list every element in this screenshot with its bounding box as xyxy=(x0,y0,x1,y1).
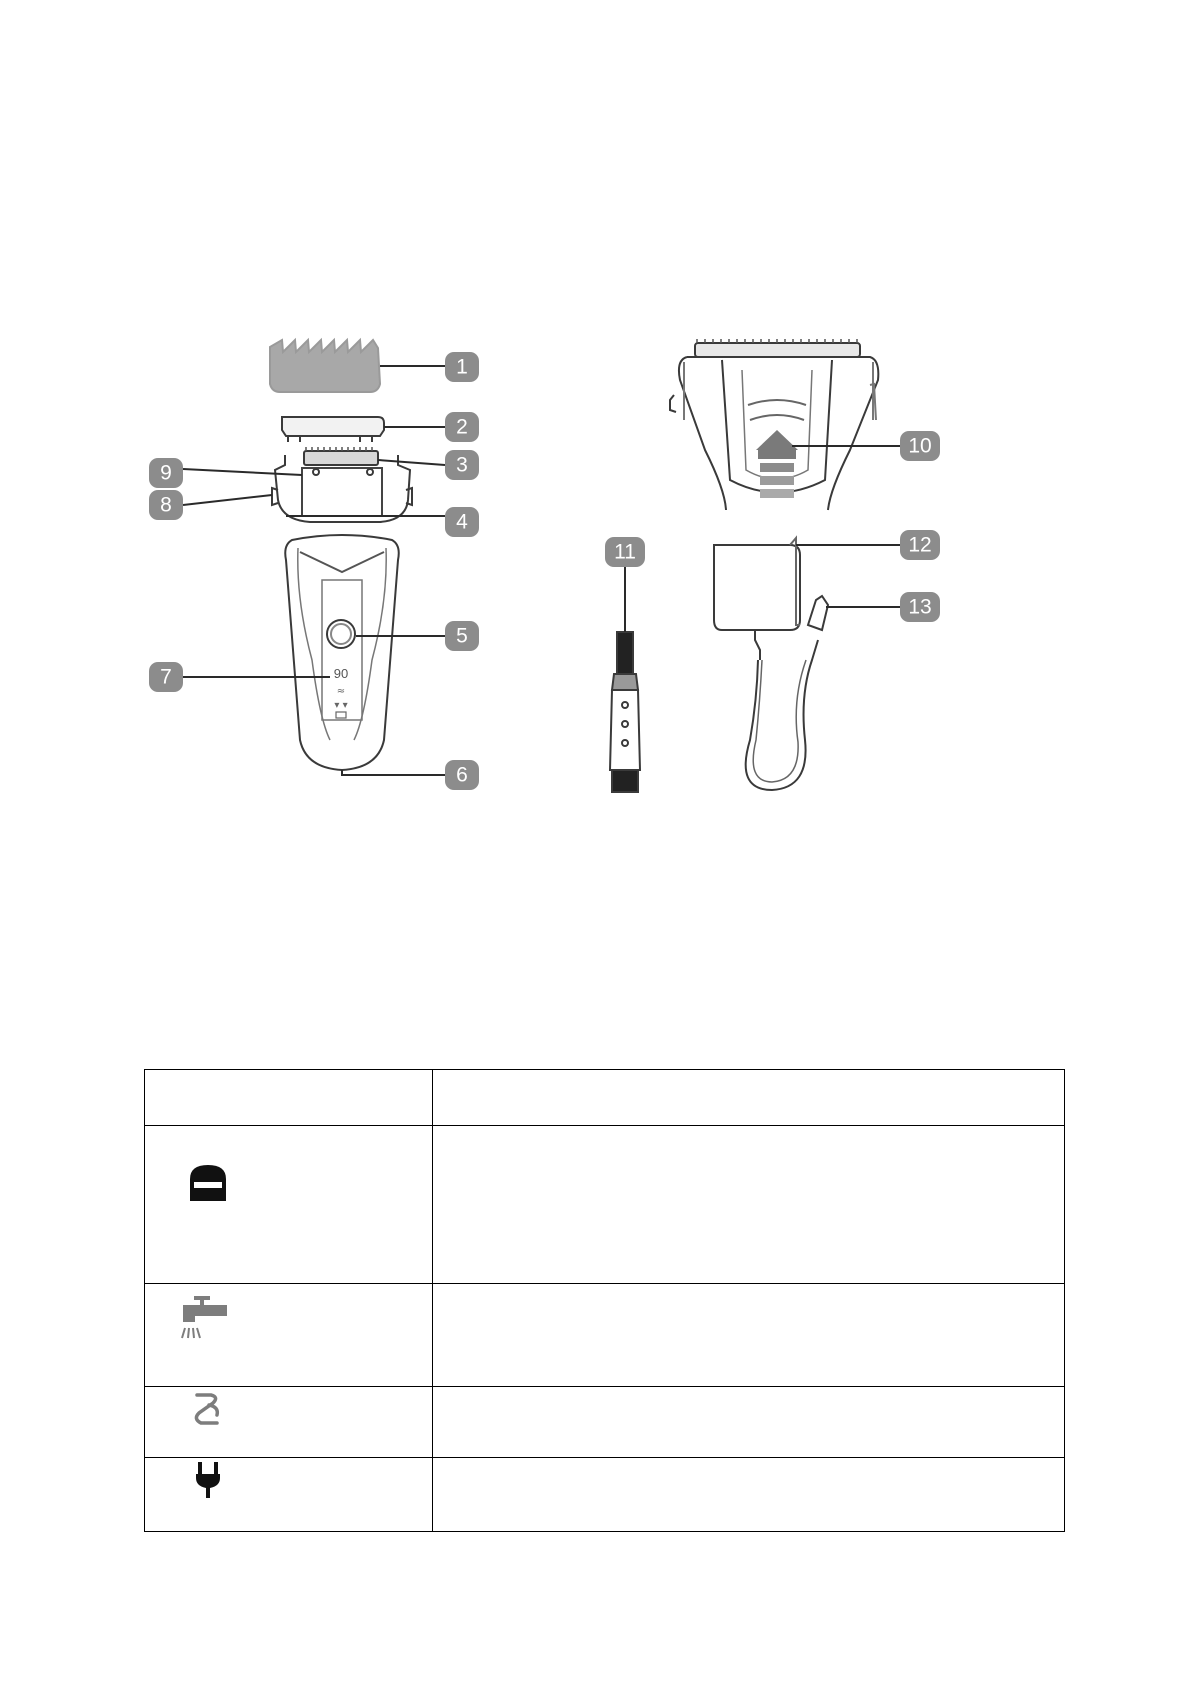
svg-text:11: 11 xyxy=(614,540,636,564)
trimmer-cap xyxy=(270,340,380,392)
table-row xyxy=(145,1387,1065,1458)
svg-text:10: 10 xyxy=(908,434,932,458)
water-tap-icon xyxy=(177,1294,229,1340)
table-cell xyxy=(145,1458,433,1532)
table-header-row xyxy=(145,1070,1065,1126)
callout-6 xyxy=(445,760,479,790)
table-cell xyxy=(433,1125,1065,1284)
table-cell xyxy=(145,1070,433,1126)
table-cell xyxy=(145,1284,433,1387)
svg-text:≈: ≈ xyxy=(336,686,346,697)
table-row xyxy=(145,1284,1065,1387)
callout-badges xyxy=(149,352,940,790)
svg-text:3: 3 xyxy=(456,453,468,477)
callout-10 xyxy=(900,431,940,461)
svg-text:1: 1 xyxy=(456,355,468,379)
shaver-body xyxy=(285,535,399,770)
svg-text:7: 7 xyxy=(160,665,172,689)
svg-text:12: 12 xyxy=(908,533,932,557)
release-arrow xyxy=(756,430,798,498)
svg-text:2: 2 xyxy=(456,415,468,439)
table-row xyxy=(145,1458,1065,1532)
callout-5 xyxy=(445,621,479,651)
callout-11 xyxy=(605,537,645,567)
plug-icon xyxy=(194,1460,222,1500)
display-panel xyxy=(322,580,362,720)
table-cell xyxy=(433,1458,1065,1532)
cleaning-swirl-icon xyxy=(191,1391,225,1431)
power-adapter-illustration xyxy=(714,538,828,790)
cleaning-brush-illustration xyxy=(610,632,640,792)
svg-text:13: 13 xyxy=(908,595,932,619)
callout-3 xyxy=(445,450,479,480)
svg-text:▾ ▾: ▾ ▾ xyxy=(334,700,348,711)
foil-frame xyxy=(282,417,384,436)
shaver-illustration xyxy=(270,340,412,770)
table-cell xyxy=(145,1125,433,1284)
table-cell xyxy=(433,1070,1065,1126)
callout-12 xyxy=(900,530,940,560)
svg-text:8: 8 xyxy=(160,493,172,517)
svg-text:5: 5 xyxy=(456,624,468,648)
svg-text:6: 6 xyxy=(456,763,468,787)
svg-text:4: 4 xyxy=(456,510,468,534)
callout-8 xyxy=(149,490,183,520)
table-cell xyxy=(433,1387,1065,1458)
callout-7 xyxy=(149,662,183,692)
callout-13 xyxy=(900,592,940,622)
callout-9 xyxy=(149,458,183,488)
table-cell xyxy=(433,1284,1065,1387)
callout-1 xyxy=(445,352,479,382)
callout-4 xyxy=(445,507,479,537)
leader-lines-right xyxy=(796,545,900,607)
callout-2 xyxy=(445,412,479,442)
table-cell xyxy=(145,1387,433,1458)
table-row xyxy=(145,1125,1065,1284)
blade xyxy=(304,451,378,465)
indicator-legend-table xyxy=(144,1069,1065,1532)
display-readout: 90 xyxy=(333,666,349,681)
svg-text:9: 9 xyxy=(160,461,172,485)
head-lock-icon xyxy=(188,1163,228,1203)
